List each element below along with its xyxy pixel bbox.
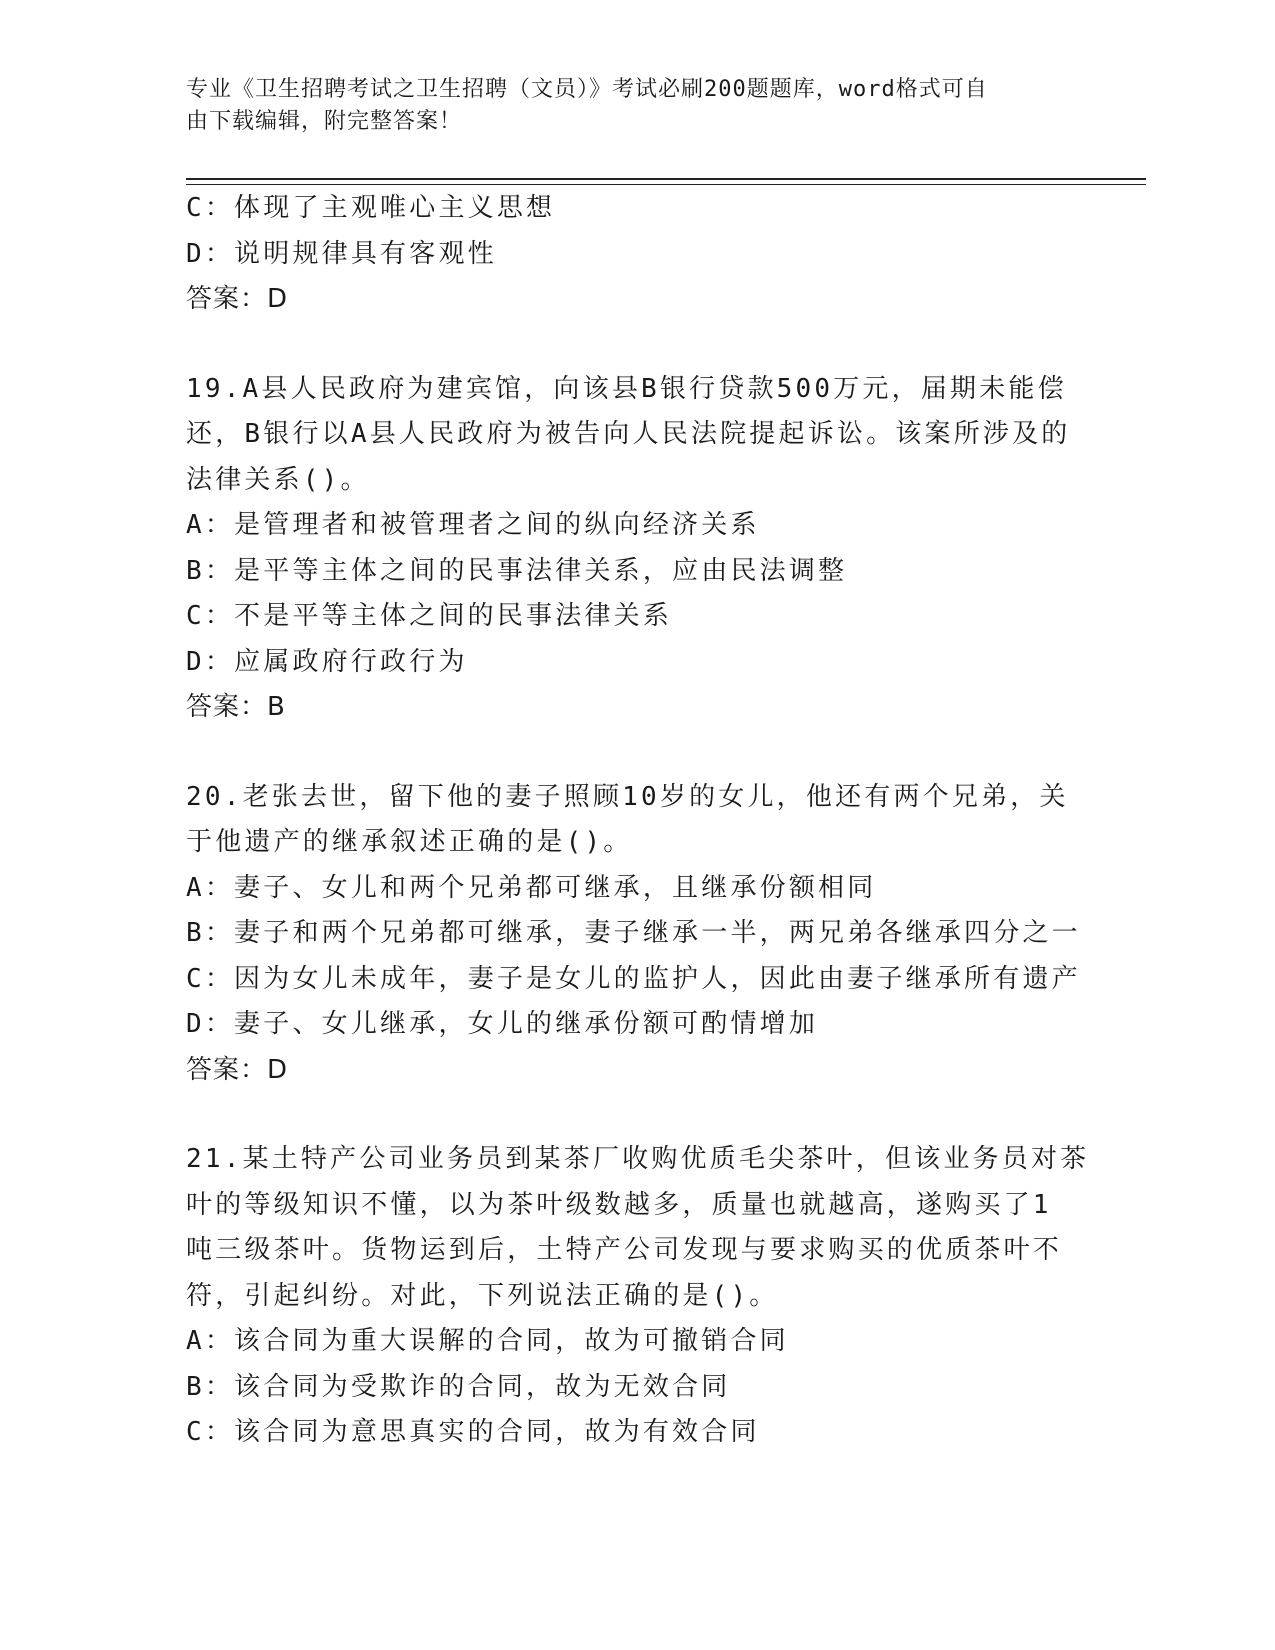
question-stem-line: 21.某土特产公司业务员到某茶厂收购优质毛尖茶叶，但该业务员对茶	[186, 1144, 1090, 1174]
option-a: A：该合同为重大误解的合同，故为可撤销合同	[186, 1326, 789, 1356]
question-stem-line: 19.A县人民政府为建宾馆，向该县B银行贷款500万元，届期未能偿	[186, 373, 1067, 404]
question-stem-line: 还，B银行以A县人民政府为被告向人民法院提起诉讼。该案所涉及的	[186, 419, 1071, 449]
question-18-tail	[186, 186, 1086, 323]
option-a: A：妻子、女儿和两个兄弟都可继承，且继承份额相同	[186, 872, 877, 903]
question-21	[186, 1137, 1090, 1456]
spacer	[186, 323, 1086, 367]
question-stem-line: 符，引起纠纷。对此，下列说法正确的是()。	[186, 1280, 779, 1311]
answer-line: 答案：D	[186, 1054, 289, 1085]
header-divider-thin	[186, 184, 1146, 185]
option-a: A：是管理者和被管理者之间的纵向经济关系	[186, 510, 760, 540]
option-d: D：说明规律具有客观性	[186, 238, 497, 269]
option-b: B：该合同为受欺诈的合同，故为无效合同	[186, 1371, 731, 1402]
option-b: B：妻子和两个兄弟都可继承，妻子继承一半，两兄弟各继承四分之一	[186, 918, 1081, 948]
question-stem-line: 叶的等级知识不懂，以为茶叶级数越多，质量也就越高，遂购买了1	[186, 1189, 1052, 1220]
spacer	[186, 1093, 1086, 1137]
question-stem-line: 于他遗产的继承叙述正确的是()。	[186, 827, 633, 857]
option-c: C：该合同为意思真实的合同，故为有效合同	[186, 1417, 760, 1447]
header-line-1: 专业《卫生招聘考试之卫生招聘（文员）》考试必刷200题题库，word格式可自	[186, 77, 988, 102]
option-c: C：体现了主观唯心主义思想	[186, 193, 556, 223]
answer-line: 答案：D	[186, 284, 289, 314]
answer-line: 答案：B	[186, 692, 286, 722]
question-20	[186, 775, 1086, 1094]
document-header	[186, 74, 1066, 138]
option-d: D：应属政府行政行为	[186, 646, 468, 677]
option-b: B：是平等主体之间的民事法律关系，应由民法调整	[186, 555, 848, 586]
header-divider-thick	[186, 178, 1146, 180]
option-c: C：不是平等主体之间的民事法律关系	[186, 601, 673, 631]
question-19	[186, 367, 1086, 731]
spacer	[186, 731, 1086, 775]
header-line-2: 由下载编辑，附完整答案！	[186, 109, 463, 134]
question-stem-line: 吨三级茶叶。货物运到后，土特产公司发现与要求购买的优质茶叶不	[186, 1235, 1063, 1265]
question-stem-line: 法律关系()。	[186, 464, 370, 495]
document-body	[186, 186, 1090, 1456]
question-stem-line: 20.老张去世，留下他的妻子照顾10岁的女儿，他还有两个兄弟，关	[186, 781, 1069, 812]
option-d: D：妻子、女儿继承，女儿的继承份额可酌情增加	[186, 1009, 819, 1039]
option-c: C：因为女儿未成年，妻子是女儿的监护人，因此由妻子继承所有遗产	[186, 963, 1081, 994]
